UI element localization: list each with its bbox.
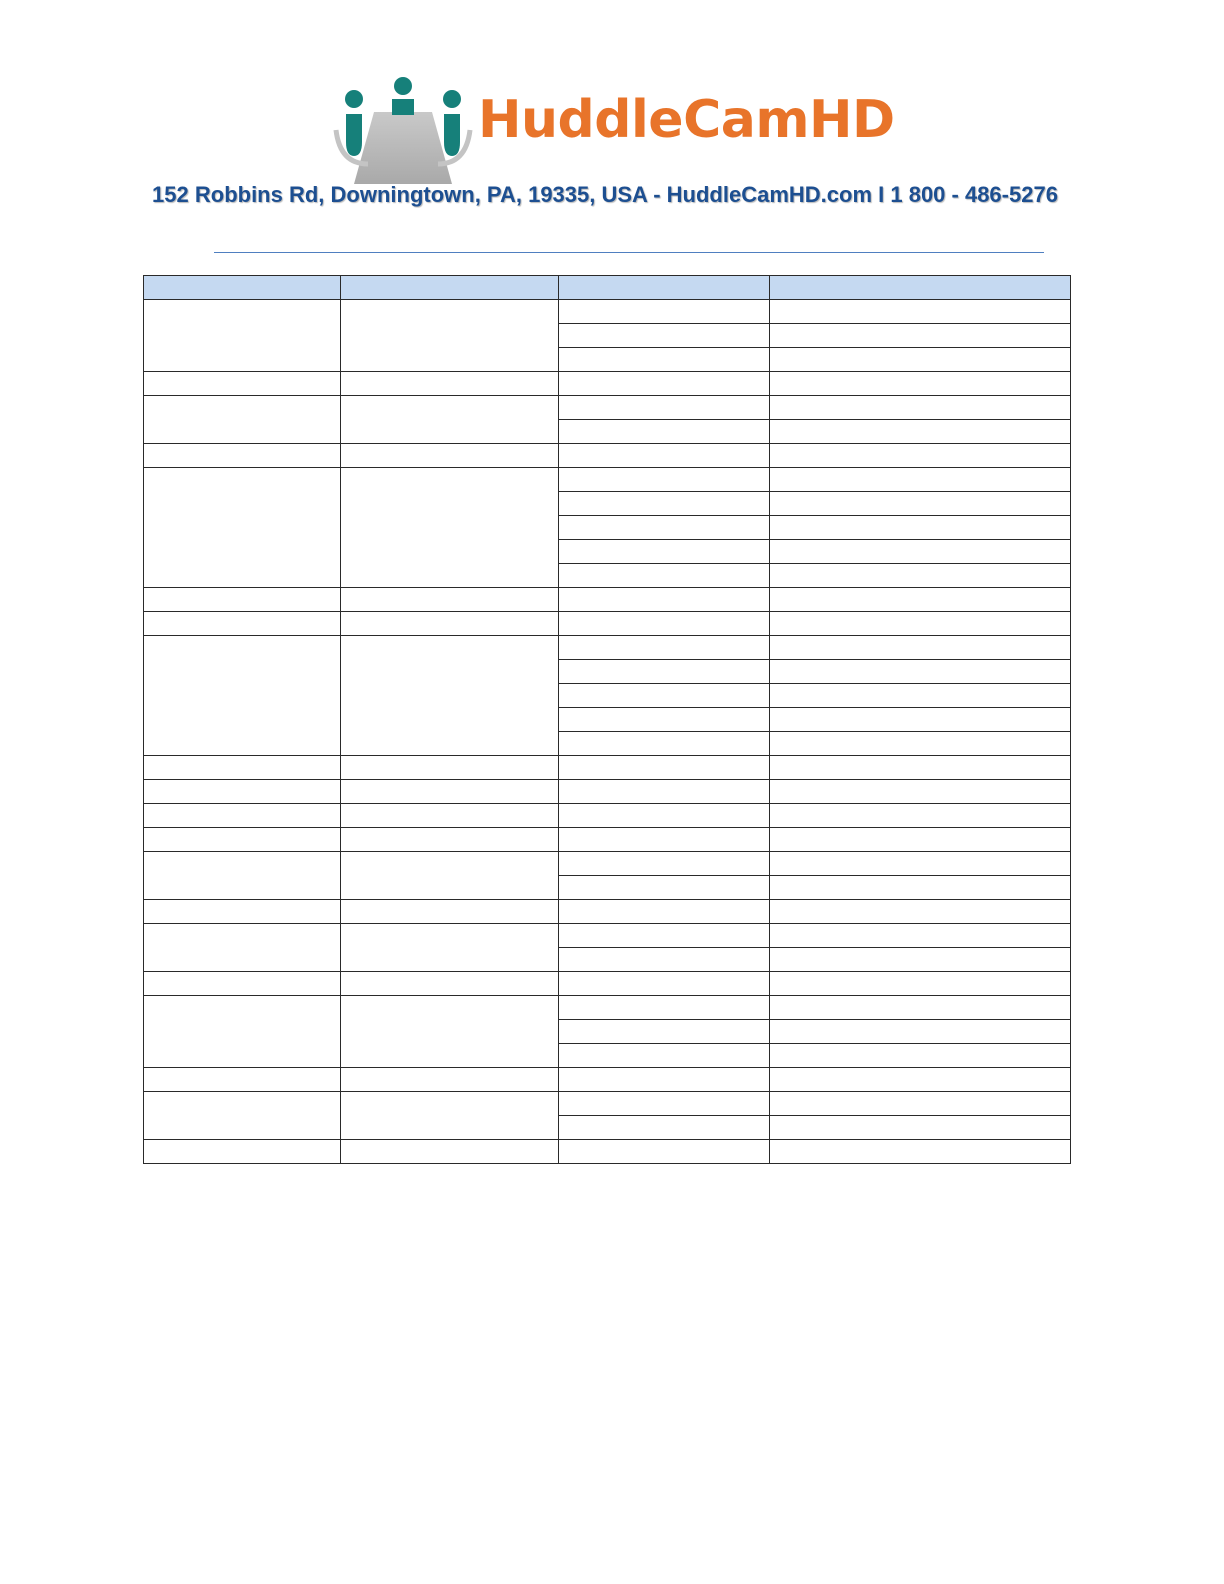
- table-cell: [770, 948, 1071, 972]
- table-cell: [770, 660, 1071, 684]
- table-cell: [559, 468, 770, 492]
- table-cell: [559, 1068, 770, 1092]
- table-cell: [770, 732, 1071, 756]
- table-cell: [144, 756, 341, 780]
- table-cell: [559, 372, 770, 396]
- table-cell: [144, 372, 341, 396]
- table-row: [144, 468, 1071, 492]
- table-header-row: [144, 276, 1071, 300]
- table-cell: [559, 852, 770, 876]
- table-cell: [770, 588, 1071, 612]
- table-cell: [559, 828, 770, 852]
- table-cell: [341, 996, 559, 1068]
- table-cell: [770, 780, 1071, 804]
- table-cell: [341, 444, 559, 468]
- table-cell: [770, 1044, 1071, 1068]
- table-cell: [559, 564, 770, 588]
- table-row: [144, 588, 1071, 612]
- table-cell: [559, 1020, 770, 1044]
- table-cell: [144, 1092, 341, 1140]
- table-row: [144, 636, 1071, 660]
- table-row: [144, 924, 1071, 948]
- table-cell: [144, 396, 341, 444]
- data-table: [143, 275, 1071, 1164]
- table-cell: [559, 1092, 770, 1116]
- table-cell: [341, 852, 559, 900]
- table-cell: [341, 804, 559, 828]
- table-cell: [770, 300, 1071, 324]
- table-cell: [559, 492, 770, 516]
- table-cell: [559, 972, 770, 996]
- table-cell: [559, 588, 770, 612]
- brand-name: HuddleCamHD: [478, 90, 895, 150]
- table-cell: [770, 996, 1071, 1020]
- table-row: [144, 612, 1071, 636]
- column-header: [770, 276, 1071, 300]
- table-row: [144, 372, 1071, 396]
- table-cell: [144, 588, 341, 612]
- table-cell: [144, 444, 341, 468]
- table-cell: [770, 1092, 1071, 1116]
- column-header: [144, 276, 341, 300]
- table-cell: [341, 1140, 559, 1164]
- table-cell: [144, 900, 341, 924]
- table-row: [144, 444, 1071, 468]
- table-row: [144, 1068, 1071, 1092]
- table-cell: [341, 396, 559, 444]
- table-cell: [341, 1068, 559, 1092]
- table-cell: [770, 900, 1071, 924]
- table-cell: [559, 756, 770, 780]
- table-cell: [770, 756, 1071, 780]
- table-cell: [144, 636, 341, 756]
- table-cell: [144, 996, 341, 1068]
- table-cell: [559, 996, 770, 1020]
- table-cell: [770, 876, 1071, 900]
- table-cell: [559, 732, 770, 756]
- table-cell: [559, 612, 770, 636]
- table-cell: [144, 612, 341, 636]
- table-cell: [770, 924, 1071, 948]
- table-cell: [341, 588, 559, 612]
- table-cell: [341, 756, 559, 780]
- table-cell: [770, 1140, 1071, 1164]
- people-around-table-logo-icon: [330, 72, 480, 192]
- table-row: [144, 780, 1071, 804]
- table-row: [144, 828, 1071, 852]
- table-cell: [770, 1020, 1071, 1044]
- table-cell: [770, 324, 1071, 348]
- table-cell: [559, 1140, 770, 1164]
- table-cell: [559, 348, 770, 372]
- table-row: [144, 300, 1071, 324]
- table-row: [144, 1140, 1071, 1164]
- table-cell: [770, 564, 1071, 588]
- table-cell: [144, 972, 341, 996]
- table-cell: [770, 828, 1071, 852]
- table-cell: [341, 300, 559, 372]
- column-header: [341, 276, 559, 300]
- table-row: [144, 396, 1071, 420]
- table-cell: [770, 468, 1071, 492]
- table-cell: [559, 924, 770, 948]
- table-cell: [770, 852, 1071, 876]
- table-cell: [341, 372, 559, 396]
- table-cell: [341, 924, 559, 972]
- table-row: [144, 900, 1071, 924]
- table-cell: [144, 828, 341, 852]
- table-cell: [559, 876, 770, 900]
- table-cell: [341, 900, 559, 924]
- table-cell: [770, 516, 1071, 540]
- table-cell: [559, 420, 770, 444]
- column-header: [559, 276, 770, 300]
- table-cell: [770, 420, 1071, 444]
- table-cell: [341, 612, 559, 636]
- table-row: [144, 996, 1071, 1020]
- table-cell: [144, 468, 341, 588]
- table-cell: [770, 492, 1071, 516]
- table-cell: [559, 900, 770, 924]
- table-cell: [341, 1092, 559, 1140]
- table-row: [144, 804, 1071, 828]
- table-cell: [144, 780, 341, 804]
- table-cell: [559, 780, 770, 804]
- table-cell: [559, 660, 770, 684]
- header-divider: [214, 252, 1044, 253]
- table-cell: [559, 948, 770, 972]
- table-cell: [559, 636, 770, 660]
- table-row: [144, 852, 1071, 876]
- table-cell: [770, 348, 1071, 372]
- table-cell: [341, 972, 559, 996]
- table-cell: [144, 1140, 341, 1164]
- table-row: [144, 756, 1071, 780]
- table-row: [144, 1092, 1071, 1116]
- table-cell: [770, 1068, 1071, 1092]
- table-cell: [559, 324, 770, 348]
- table-cell: [770, 636, 1071, 660]
- table-cell: [341, 468, 559, 588]
- table-cell: [770, 444, 1071, 468]
- table-cell: [559, 444, 770, 468]
- table-cell: [770, 972, 1071, 996]
- table-cell: [341, 828, 559, 852]
- table-row: [144, 972, 1071, 996]
- table-cell: [559, 1044, 770, 1068]
- table-cell: [341, 780, 559, 804]
- table-cell: [144, 1068, 341, 1092]
- table-cell: [144, 852, 341, 900]
- table-cell: [770, 804, 1071, 828]
- table-cell: [559, 300, 770, 324]
- table-cell: [559, 684, 770, 708]
- table-cell: [559, 516, 770, 540]
- table-cell: [770, 684, 1071, 708]
- table-cell: [559, 540, 770, 564]
- table-cell: [559, 708, 770, 732]
- table-cell: [559, 1116, 770, 1140]
- table-cell: [144, 804, 341, 828]
- table-cell: [559, 804, 770, 828]
- company-address: 152 Robbins Rd, Downingtown, PA, 19335, USA - HuddleCamHD.com I 1 800 - 486-5276: [152, 182, 1058, 207]
- table-cell: [770, 612, 1071, 636]
- table-cell: [770, 372, 1071, 396]
- table-cell: [559, 396, 770, 420]
- table-cell: [144, 300, 341, 372]
- table-cell: [144, 924, 341, 972]
- table-cell: [770, 1116, 1071, 1140]
- table-cell: [341, 636, 559, 756]
- table-cell: [770, 540, 1071, 564]
- table-cell: [770, 708, 1071, 732]
- table-cell: [770, 396, 1071, 420]
